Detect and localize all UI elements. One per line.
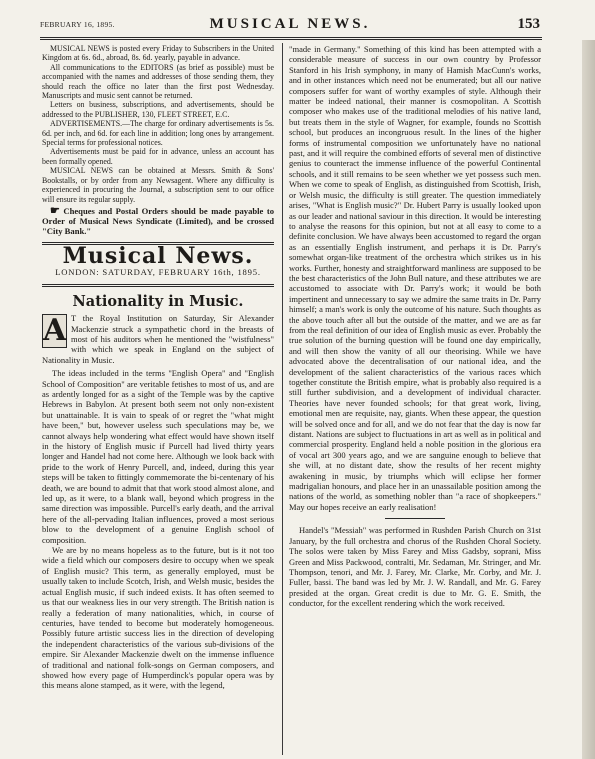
article-paragraph-2: The ideas included in the terms "English Opera" and "English School of Composition" are veritable fetishes to most of us, and are as ardently longed for as a sight of the Temple was by the captive Hebrews in Babylon. At present both seem not only non-existent but unattainable. It is vain to speak of or regret the "what might have been," but, however useless such speculations may be, we cannot always help wondering what effect would have shown itself in the history of English music if Purcell had lived thirty years longer and Handel had not come here. Although we look back with pride to the work of Henry Purcell, and, indeed, during this year steps will be taken to fittingly commemorate the bi-centenary of his death, we are bound to admit that that work stood almost alone, and led up, as it were, to a blank wall, beyond which progress in the same direction was impossible. Purcell's early death, and the arrival here of the all-pervading Italian influences, proved a most serious blow to the development of a genuine English school of composition. <box>42 368 274 545</box>
article-end-rule <box>385 518 445 519</box>
masthead-title: Musical News. <box>62 242 254 269</box>
right-column <box>289 44 541 754</box>
page-header <box>40 16 540 36</box>
article-paragraph-3: We are by no means hopeless as to the future, but is it not too wide a field which our composers desire to occupy when we speak of English music? This term, as generally employed, must be usually taken to include Scotch, Irish, and Welsh music, besides the actual English music, if such indeed exists. It has often seemed to us that our weakness lies in our very strength. The British nation is really a federation of many nationalities, which, in course of centuries, have tended to become but moderately homogeneous. Possibly future artistic success lies in the direction of developing the independent characteristics of the various sub-divisions of the empire. Sir Alexander Mackenzie dwelt on the immense influence of traditional and national folk-songs on German composers, and showed how every page of Humperdinck's popular opera was by this means alone stamped, as it were, with the legend, <box>42 545 274 691</box>
drop-cap: A <box>43 313 67 349</box>
article-continuation: "made in Germany." Something of this kind has been attempted with a considerable measure of success in our own country by Professor Stanford in his Irish symphony, in many of Hamish MacCunn's works, and in other instances which need not be enumerated; but all our native composers suffer for want of worthy examples of style. Although their matter be indeed national, their manner is cosmopolitan. A Scottish composer who makes use of the traditional melodies of his native land, but treats them in the style of Wagner, for example, founds no Scottish school, but produces an incongruous result. In the lines of the higher forms of instrumental composition we unfortunately have no national past, and it will require the combined efforts of several men of distinctive genius to counteract the immense influence of the powerful Continental schools, and it still remains to be seen whether we yet possess such men. When we come to speak of English, as distinguished from Scottish, Irish, or Welsh music, the difficulty is still greater. The question immediately arises, "What is English music?" Dr. Hubert Parry is usually looked upon as our leader and national saviour in this direction. It would be interesting to analyse the reasons for this opinion, but not at all easy to come to a definite conclusion. We have always been accustomed to regard the organ as an essentially English instrument, and perhaps it is Dr. Parry's somewhat organ-like treatment of the orchestra which strikes us in his works. Further, honesty and straightforward manliness are supposed to be the best characteristics of the John Bull nature, and these attributes we are accustomed to associate with Dr. Parry's work; it would be both impertinent and unnecessary to say we admire the same traits in Dr. Parry himself; a man's work is only the outcome of his nature. Such thoughts as the above touch after all but the outside of the matter, and we are as far from the real definition of our idea of English music as ever. Probably the true solution of the burning question will be found one day empirically, and will then show the vanity of all our theorising. While we have advocated above the decentralisation of our national idea, and the development of the salient characteristics of the various races which together constitute the British empire, what is probably also required is a still further subdivision, and a development of individual character. Theories have never founded schools; for that great work, living, emotional men are requisite, nay, giants. When these appear, the question will be solved once and for all, and we do not fear that the day is now far distant. Nations are subject to fluctuations in art as well as in political and commercial prosperity. England held a noble position in the glorious era of vocal art 300 years ago, and we are sanguine enough to believe that she will, at no distant date, show the results of her recent mighty awakening in music, by triumphs which will eclipse her former madrigalian honours, and place her in an unassailable position among the nations of the world, as something nobler than "a race of shopkeepers." May our hopes receive an early realisation! <box>289 44 541 512</box>
article-title: Nationality in Music. <box>72 292 244 310</box>
issue-date: FEBRUARY 16, 1895. <box>40 20 115 29</box>
article-lede-text: T the Royal Institution on Saturday, Sir Alexander Mackenzie struck a sympathetic chord in the breasts of most of his auditors when he mentioned the "wistfulness" with which we speak in England on the subject of Nationality in Music. <box>42 313 274 365</box>
notice-availability: MUSICAL NEWS can be obtained at Messrs. Smith & Sons' Bookstalls, or by order from any Newsagent. Where any difficulty is experienced in procuring the Journal, a subscription sent to our office will ensure its regular supply. <box>42 166 274 204</box>
header-rule-double <box>40 39 542 40</box>
cheque-notice-text: Cheques and Postal Orders should be made payable to Order of Musical News Syndicate (Limited), and be crossed "City Bank." <box>42 205 274 236</box>
pointing-hand-icon: ☛ <box>50 204 60 217</box>
notice-communications: All communications to the EDITORS (as brief as possible) must be accompanied with the names and addresses of those sending them, they should reach the office no later than the first post Wednesday. Manuscripts and music sent cannot be returned. <box>42 62 274 101</box>
masthead-dateline: LONDON: SATURDAY, FEBRUARY 16th, 1895. <box>55 267 261 278</box>
page-edge-shadow <box>582 40 595 759</box>
notice-subscription: MUSICAL NEWS is posted every Friday to Subscribers in the United Kingdom at 6s. 6d., abroad, 8s. 6d. yearly, payable in advance. <box>42 44 274 63</box>
page-number: 153 <box>517 16 540 32</box>
subscription-notice <box>42 44 274 236</box>
running-title: MUSICAL NEWS. <box>209 16 371 32</box>
header-rule <box>40 37 542 38</box>
messiah-brief: Handel's "Messiah" was performed in Rushden Parish Church on 31st January, by the full orchestra and chorus of the Rushden Choral Society. The solos were taken by Miss Farey and Miss Gadsby, soprani, Miss Green and Miss Packwood, contralti, Mr. Sedaman, Mr. Stringer, and Mr. Thompson, tenori, and Mr. J. Farey, Mr. Clarke, Mr. Corby, and Mr. J. Fuller, bassi. The band was led by Mr. J. W. Randall, and Mr. G. Farey presided at the organ. Great credit is due to Mr. G. E. Smith, the conductor, for the excellent rendering which the work received. <box>289 525 541 609</box>
column-divider <box>282 43 283 755</box>
notice-advertisements: ADVERTISEMENTS.—The charge for ordinary advertisements is 5s. 6d. per inch, and 6d. for each line in addition; long ones by arrangement. Special terms for professional notices. <box>42 119 274 148</box>
dateline-rule-double <box>42 286 274 287</box>
article-lede <box>42 313 274 365</box>
notice-payment: Advertisements must be paid for in advance, unless an account has been formally opened. <box>42 147 274 166</box>
dateline-rule <box>42 284 274 285</box>
cheque-notice <box>42 206 274 236</box>
notice-business: Letters on business, subscriptions, and advertisements, should be addressed to the PUBLISHER, 130, FLEET STREET, E.C. <box>42 100 274 119</box>
left-column <box>42 44 274 754</box>
